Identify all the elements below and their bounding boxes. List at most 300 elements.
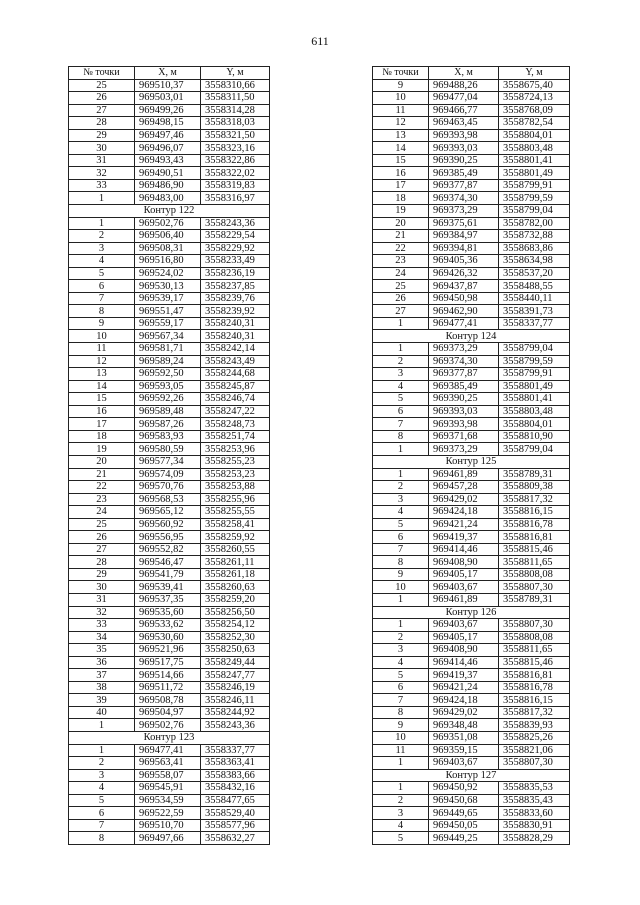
y-coordinate-cell: 3558807,30 [499,757,570,770]
x-coordinate-cell: 969516,80 [135,255,201,268]
table-row [69,819,270,832]
table-row [69,142,270,155]
point-number-cell: 3 [69,769,135,782]
table-row [373,468,570,481]
point-number-cell: 4 [373,380,429,393]
point-number-cell: 10 [373,581,429,594]
x-coordinate-cell: 969384,97 [429,230,499,243]
point-number-cell: 9 [69,317,135,330]
x-coordinate-cell: 969403,67 [429,619,499,632]
point-number-cell: 1 [373,782,429,795]
x-coordinate-cell: 969541,79 [135,568,201,581]
table-row [373,543,570,556]
x-coordinate-cell: 969393,98 [429,129,499,142]
point-number-cell: 21 [69,468,135,481]
table-row [373,380,570,393]
y-coordinate-cell: 3558244,92 [201,706,270,719]
x-coordinate-cell: 969429,02 [429,706,499,719]
y-coordinate-cell: 3558259,92 [201,531,270,544]
column-header-y: Y, м [499,67,570,80]
y-coordinate-cell: 3558683,86 [499,242,570,255]
table-row [69,104,270,117]
table-row [373,79,570,92]
x-coordinate-cell: 969486,90 [135,179,201,192]
y-coordinate-cell: 3558801,49 [499,380,570,393]
table-row [69,380,270,393]
y-coordinate-cell: 3558314,28 [201,104,270,117]
y-coordinate-cell: 3558248,73 [201,418,270,431]
table-row [373,694,570,707]
x-coordinate-cell: 969593,05 [135,380,201,393]
y-coordinate-cell: 3558260,55 [201,543,270,556]
table-row [69,230,270,243]
point-number-cell: 8 [69,832,135,845]
point-number-cell: 15 [373,154,429,167]
table-row [69,606,270,619]
y-coordinate-cell: 3558242,14 [201,343,270,356]
table-row [69,481,270,494]
y-coordinate-cell: 3558250,63 [201,644,270,657]
table-row [373,619,570,632]
point-number-cell: 24 [373,267,429,280]
table-row [69,154,270,167]
point-number-cell: 23 [69,493,135,506]
contour-heading: Контур 127 [373,769,570,782]
y-coordinate-cell: 3558804,01 [499,129,570,142]
point-number-cell: 5 [373,832,429,845]
table-row [373,719,570,732]
table-row [69,832,270,845]
page-number: 611 [311,34,329,48]
y-coordinate-cell: 3558817,32 [499,706,570,719]
point-number-cell: 3 [373,493,429,506]
y-coordinate-cell: 3558311,50 [201,92,270,105]
y-coordinate-cell: 3558254,12 [201,619,270,632]
x-coordinate-cell: 969504,97 [135,706,201,719]
table-row [69,355,270,368]
y-coordinate-cell: 3558799,91 [499,368,570,381]
x-coordinate-cell: 969560,92 [135,518,201,531]
x-coordinate-cell: 969533,62 [135,619,201,632]
table-row [69,117,270,130]
point-number-cell: 28 [69,556,135,569]
x-coordinate-cell: 969502,76 [135,719,201,732]
column-header-x: X, м [429,67,499,80]
table-row [69,556,270,569]
y-coordinate-cell: 3558782,54 [499,117,570,130]
x-coordinate-cell: 969466,77 [429,104,499,117]
x-coordinate-cell: 969424,18 [429,694,499,707]
table-row [373,669,570,682]
y-coordinate-cell: 3558828,29 [499,832,570,845]
contour-heading: Контур 124 [373,330,570,343]
table-row [373,593,570,606]
point-number-cell: 6 [69,807,135,820]
table-row [373,305,570,318]
point-number-cell: 25 [69,79,135,92]
table-row [373,568,570,581]
point-number-cell: 25 [69,518,135,531]
point-number-cell: 5 [373,393,429,406]
table-row [69,443,270,456]
x-coordinate-cell: 969534,59 [135,794,201,807]
table-row [373,104,570,117]
table-row [373,317,570,330]
x-coordinate-cell: 969508,31 [135,242,201,255]
x-coordinate-cell: 969371,68 [429,430,499,443]
point-number-cell: 6 [373,405,429,418]
y-coordinate-cell: 3558804,01 [499,418,570,431]
x-coordinate-cell: 969393,03 [429,405,499,418]
point-number-cell: 15 [69,393,135,406]
contour-heading-row [69,205,270,218]
x-coordinate-cell: 969558,07 [135,769,201,782]
table-row [69,242,270,255]
table-row [373,355,570,368]
point-number-cell: 6 [373,531,429,544]
y-coordinate-cell: 3558529,40 [201,807,270,820]
y-coordinate-cell: 3558363,41 [201,757,270,770]
point-number-cell: 4 [373,656,429,669]
x-coordinate-cell: 969497,66 [135,832,201,845]
y-coordinate-cell: 3558488,55 [499,280,570,293]
x-coordinate-cell: 969405,17 [429,631,499,644]
y-coordinate-cell: 3558634,98 [499,255,570,268]
point-number-cell: 26 [69,92,135,105]
x-coordinate-cell: 969449,65 [429,807,499,820]
table-row [373,819,570,832]
table-row [69,493,270,506]
coordinates-table-left [68,66,270,845]
x-coordinate-cell: 969437,87 [429,280,499,293]
point-number-cell: 24 [69,506,135,519]
point-number-cell: 22 [69,481,135,494]
y-coordinate-cell: 3558310,66 [201,79,270,92]
x-coordinate-cell: 969385,49 [429,167,499,180]
table-row [69,418,270,431]
point-number-cell: 39 [69,694,135,707]
x-coordinate-cell: 969535,60 [135,606,201,619]
table-row [373,731,570,744]
point-number-cell: 1 [69,217,135,230]
point-number-cell: 38 [69,681,135,694]
table-row [69,744,270,757]
point-number-cell: 22 [373,242,429,255]
table-row [69,430,270,443]
x-coordinate-cell: 969551,47 [135,305,201,318]
x-coordinate-cell: 969375,61 [429,217,499,230]
table-row [373,205,570,218]
point-number-cell: 32 [69,167,135,180]
table-row [69,568,270,581]
table-row [373,192,570,205]
table-row [373,506,570,519]
x-coordinate-cell: 969508,78 [135,694,201,707]
y-coordinate-cell: 3558782,00 [499,217,570,230]
x-coordinate-cell: 969552,82 [135,543,201,556]
point-number-cell: 8 [69,305,135,318]
point-number-cell: 3 [373,644,429,657]
y-coordinate-cell: 3558247,77 [201,669,270,682]
y-coordinate-cell: 3558236,19 [201,267,270,280]
y-coordinate-cell: 3558809,38 [499,481,570,494]
x-coordinate-cell: 969390,25 [429,393,499,406]
table-row [69,317,270,330]
column-header-point-number: № точки [69,67,135,80]
y-coordinate-cell: 3558821,06 [499,744,570,757]
table-row [69,706,270,719]
x-coordinate-cell: 969589,48 [135,405,201,418]
x-coordinate-cell: 969449,25 [429,832,499,845]
y-coordinate-cell: 3558724,13 [499,92,570,105]
x-coordinate-cell: 969556,95 [135,531,201,544]
point-number-cell: 16 [373,167,429,180]
table-row [373,393,570,406]
point-number-cell: 9 [373,568,429,581]
table-row [69,468,270,481]
y-coordinate-cell: 3558477,65 [201,794,270,807]
y-coordinate-cell: 3558807,30 [499,619,570,632]
point-number-cell: 27 [69,104,135,117]
point-number-cell: 9 [373,719,429,732]
x-coordinate-cell: 969559,17 [135,317,201,330]
point-number-cell: 10 [69,330,135,343]
table-row [373,242,570,255]
table-row [69,757,270,770]
table-row [69,807,270,820]
x-coordinate-cell: 969545,91 [135,782,201,795]
point-number-cell: 12 [69,355,135,368]
y-coordinate-cell: 3558833,60 [499,807,570,820]
x-coordinate-cell: 969393,98 [429,418,499,431]
table-row [373,418,570,431]
y-coordinate-cell: 3558322,86 [201,154,270,167]
point-number-cell: 27 [373,305,429,318]
x-coordinate-cell: 969403,67 [429,757,499,770]
y-coordinate-cell: 3558799,91 [499,179,570,192]
point-number-cell: 29 [69,129,135,142]
table-row [373,832,570,845]
y-coordinate-cell: 3558811,65 [499,556,570,569]
x-coordinate-cell: 969488,26 [429,79,499,92]
y-coordinate-cell: 3558432,16 [201,782,270,795]
x-coordinate-cell: 969565,12 [135,506,201,519]
y-coordinate-cell: 3558801,41 [499,154,570,167]
x-coordinate-cell: 969450,05 [429,819,499,832]
point-number-cell: 8 [373,430,429,443]
point-number-cell: 1 [69,192,135,205]
contour-heading-row [373,330,570,343]
x-coordinate-cell: 969522,59 [135,807,201,820]
x-coordinate-cell: 969510,37 [135,79,201,92]
table-row [373,481,570,494]
y-coordinate-cell: 3558229,54 [201,230,270,243]
y-coordinate-cell: 3558243,36 [201,719,270,732]
table-row [69,92,270,105]
point-number-cell: 3 [69,242,135,255]
y-coordinate-cell: 3558252,30 [201,631,270,644]
table-row [373,343,570,356]
point-number-cell: 1 [373,593,429,606]
table-row [69,794,270,807]
point-number-cell: 10 [373,92,429,105]
y-coordinate-cell: 3558816,78 [499,681,570,694]
point-number-cell: 33 [69,179,135,192]
table-row [373,230,570,243]
y-coordinate-cell: 3558799,59 [499,192,570,205]
point-number-cell: 5 [69,267,135,280]
x-coordinate-cell: 969546,47 [135,556,201,569]
point-number-cell: 36 [69,656,135,669]
column-header-point-number: № точки [373,67,429,80]
point-number-cell: 9 [373,79,429,92]
x-coordinate-cell: 969419,37 [429,531,499,544]
table-row [69,267,270,280]
table-row [373,581,570,594]
point-number-cell: 4 [69,255,135,268]
y-coordinate-cell: 3558383,66 [201,769,270,782]
y-coordinate-cell: 3558817,32 [499,493,570,506]
point-number-cell: 7 [373,543,429,556]
table-row [69,644,270,657]
point-number-cell: 18 [373,192,429,205]
y-coordinate-cell: 3558816,78 [499,518,570,531]
point-number-cell: 10 [373,731,429,744]
point-number-cell: 7 [69,819,135,832]
point-number-cell: 7 [69,292,135,305]
table-row [69,393,270,406]
y-coordinate-cell: 3558239,92 [201,305,270,318]
point-number-cell: 5 [373,518,429,531]
table-row [373,280,570,293]
table-row [373,405,570,418]
table-row [373,292,570,305]
y-coordinate-cell: 3558816,15 [499,506,570,519]
table-row [69,455,270,468]
point-number-cell: 2 [69,757,135,770]
table-row [373,706,570,719]
x-coordinate-cell: 969429,02 [429,493,499,506]
table-row [69,531,270,544]
y-coordinate-cell: 3558816,81 [499,531,570,544]
table-row [69,405,270,418]
point-number-cell: 12 [373,117,429,130]
point-number-cell: 2 [373,631,429,644]
table-row [373,443,570,456]
point-number-cell: 2 [373,481,429,494]
x-coordinate-cell: 969373,29 [429,205,499,218]
x-coordinate-cell: 969348,48 [429,719,499,732]
x-coordinate-cell: 969587,26 [135,418,201,431]
y-coordinate-cell: 3558244,68 [201,368,270,381]
x-coordinate-cell: 969385,49 [429,380,499,393]
x-coordinate-cell: 969408,90 [429,556,499,569]
x-coordinate-cell: 969477,04 [429,92,499,105]
x-coordinate-cell: 969502,76 [135,217,201,230]
table-row [69,343,270,356]
x-coordinate-cell: 969393,03 [429,142,499,155]
y-coordinate-cell: 3558239,76 [201,292,270,305]
table-row [373,518,570,531]
point-number-cell: 5 [373,669,429,682]
x-coordinate-cell: 969539,17 [135,292,201,305]
y-coordinate-cell: 3558815,46 [499,656,570,669]
y-coordinate-cell: 3558246,11 [201,694,270,707]
point-number-cell: 37 [69,669,135,682]
table-row [373,117,570,130]
table-row [69,292,270,305]
x-coordinate-cell: 969567,34 [135,330,201,343]
y-coordinate-cell: 3558243,49 [201,355,270,368]
table-row [69,681,270,694]
table-row [69,782,270,795]
x-coordinate-cell: 969408,90 [429,644,499,657]
y-coordinate-cell: 3558801,49 [499,167,570,180]
point-number-cell: 25 [373,280,429,293]
x-coordinate-cell: 969373,29 [429,443,499,456]
point-number-cell: 3 [373,807,429,820]
column-header-x: X, м [135,67,201,80]
x-coordinate-cell: 969450,92 [429,782,499,795]
point-number-cell: 19 [373,205,429,218]
table-row [69,192,270,205]
table-row [69,593,270,606]
y-coordinate-cell: 3558251,74 [201,430,270,443]
x-coordinate-cell: 969419,37 [429,669,499,682]
table-row [69,669,270,682]
x-coordinate-cell: 969461,89 [429,593,499,606]
point-number-cell: 35 [69,644,135,657]
table-row [373,217,570,230]
x-coordinate-cell: 969506,40 [135,230,201,243]
x-coordinate-cell: 969477,41 [429,317,499,330]
point-number-cell: 5 [69,794,135,807]
y-coordinate-cell: 3558237,85 [201,280,270,293]
table-row [373,807,570,820]
table-row [69,543,270,556]
point-number-cell: 11 [373,744,429,757]
point-number-cell: 7 [373,694,429,707]
x-coordinate-cell: 969563,41 [135,757,201,770]
column-header-y: Y, м [201,67,270,80]
y-coordinate-cell: 3558246,19 [201,681,270,694]
x-coordinate-cell: 969421,24 [429,518,499,531]
coordinates-table-right [372,66,570,845]
x-coordinate-cell: 969498,15 [135,117,201,130]
y-coordinate-cell: 3558319,83 [201,179,270,192]
point-number-cell: 3 [373,368,429,381]
x-coordinate-cell: 969499,26 [135,104,201,117]
point-number-cell: 40 [69,706,135,719]
y-coordinate-cell: 3558789,31 [499,593,570,606]
y-coordinate-cell: 3558229,92 [201,242,270,255]
x-coordinate-cell: 969483,00 [135,192,201,205]
y-coordinate-cell: 3558789,31 [499,468,570,481]
point-number-cell: 26 [69,531,135,544]
y-coordinate-cell: 3558258,41 [201,518,270,531]
table-row [373,493,570,506]
table-row [69,656,270,669]
point-number-cell: 6 [373,681,429,694]
y-coordinate-cell: 3558318,03 [201,117,270,130]
table-row [373,744,570,757]
table-row [373,631,570,644]
table-row [373,644,570,657]
x-coordinate-cell: 969477,41 [135,744,201,757]
y-coordinate-cell: 3558249,44 [201,656,270,669]
table-row [69,280,270,293]
y-coordinate-cell: 3558632,27 [201,832,270,845]
